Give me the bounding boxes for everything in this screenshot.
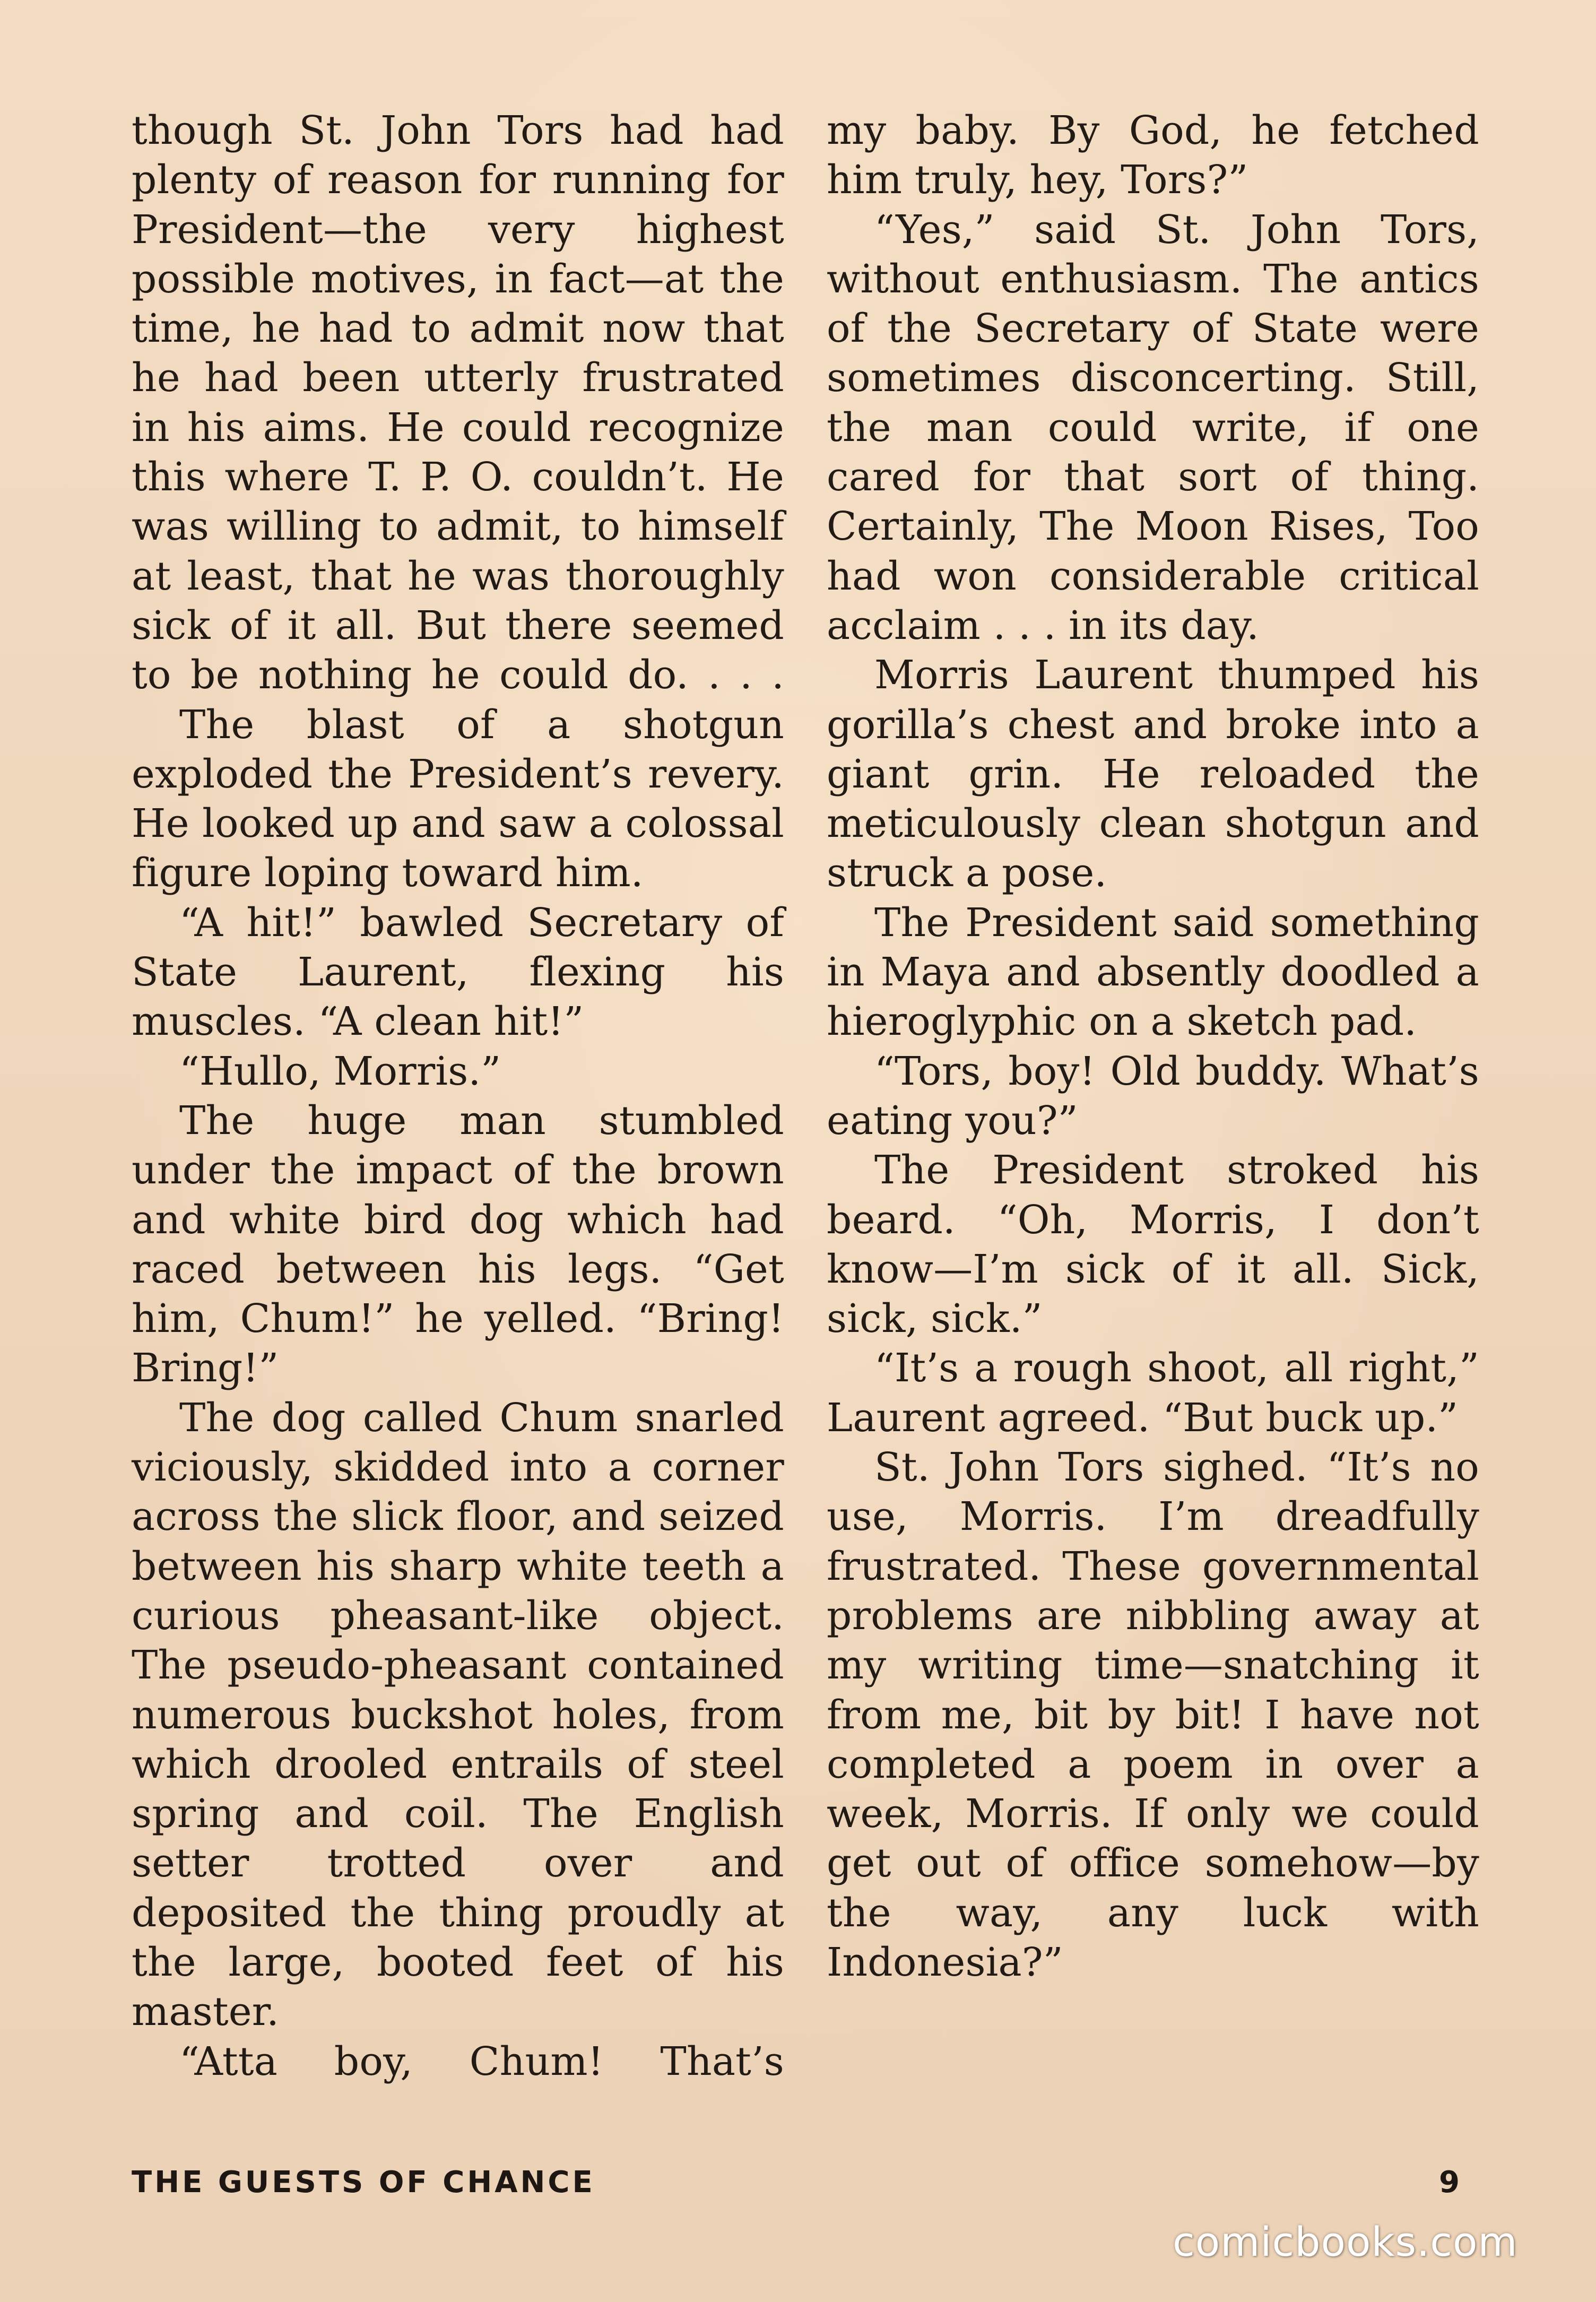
paragraph: The President stroked his beard. “Oh, Morris, I don’t know—I’m sick of it all. Sick, sick, sick.” <box>827 1147 1479 1342</box>
paragraph: “Hullo, Morris.” <box>179 1048 501 1094</box>
text-column-left <box>132 106 784 2087</box>
paragraph: “It’s a rough shoot, all right,” Laurent agreed. “But buck up.” <box>827 1345 1479 1441</box>
paragraph: St. John Tors sighed. “It’s no use, Morris. I’m dreadfully frustrated. These governmental problems are nibbling away at my writing time—snatching it from me, bit by bit! I have not completed a poem in over a week, Morris. If only we could get out of office somehow—by the way, any luck with Indonesia?” <box>827 1444 1479 1985</box>
paragraph: though St. John Tors had had plenty of reason for running for President—the very highest possible motives, in fact—at the time, he had to admit now that he had been utterly frustrated in his aims. He could recognize this where T. P. O. couldn’t. He was willing to admit, to himself at least, that he was thoroughly sick of it all. But there seemed to be nothing he could do. . . . <box>132 108 784 698</box>
page-number: 9 <box>1439 2165 1460 2200</box>
paragraph: “A hit!” bawled Secretary of State Laurent, flexing his muscles. “A clean hit!” <box>132 899 784 1045</box>
paragraph: The blast of a shotgun exploded the President’s revery. He looked up and saw a colossal figure loping toward him. <box>132 702 784 896</box>
text-column-right <box>827 106 1479 1987</box>
paragraph: Morris Laurent thumped his gorilla’s chest and broke into a giant grin. He reloaded the meticulously clean shotgun and struck a pose. <box>827 652 1479 896</box>
paragraph: “Atta boy, Chum! That’s <box>179 2038 784 2084</box>
paragraph: “Tors, boy! Old buddy. What’s eating you?” <box>827 1048 1479 1144</box>
running-footer-title: THE GUESTS OF CHANCE <box>132 2165 595 2200</box>
paragraph: The President said something in Maya and absently doodled a hieroglyphic on a sketch pad. <box>827 899 1479 1045</box>
paragraph: “Yes,” said St. John Tors, without enthusiasm. The antics of the Secretary of State were sometimes disconcerting. Still, the man could write, if one cared for that sort of thing. Certainly, The Moon Rises, Too had won considerable critical acclaim . . . in its day. <box>827 206 1479 648</box>
paragraph: The dog called Chum snarled viciously, skidded into a corner across the slick floor, and seized between his sharp white teeth a curious pheasant-like object. The pseudo-pheasant contained numerous buckshot holes, from which drooled entrails of steel spring and coil. The English setter trotted over and deposited the thing proudly at the large, booted feet of his master. <box>132 1395 784 2035</box>
paragraph: The huge man stumbled under the impact of the brown and white bird dog which had raced between his legs. “Get him, Chum!” he yelled. “Bring! Bring!” <box>132 1097 784 1391</box>
paragraph: my baby. By God, he fetched him truly, hey, Tors?” <box>827 108 1479 203</box>
watermark-text: comicbooks.com <box>1173 2218 1518 2265</box>
